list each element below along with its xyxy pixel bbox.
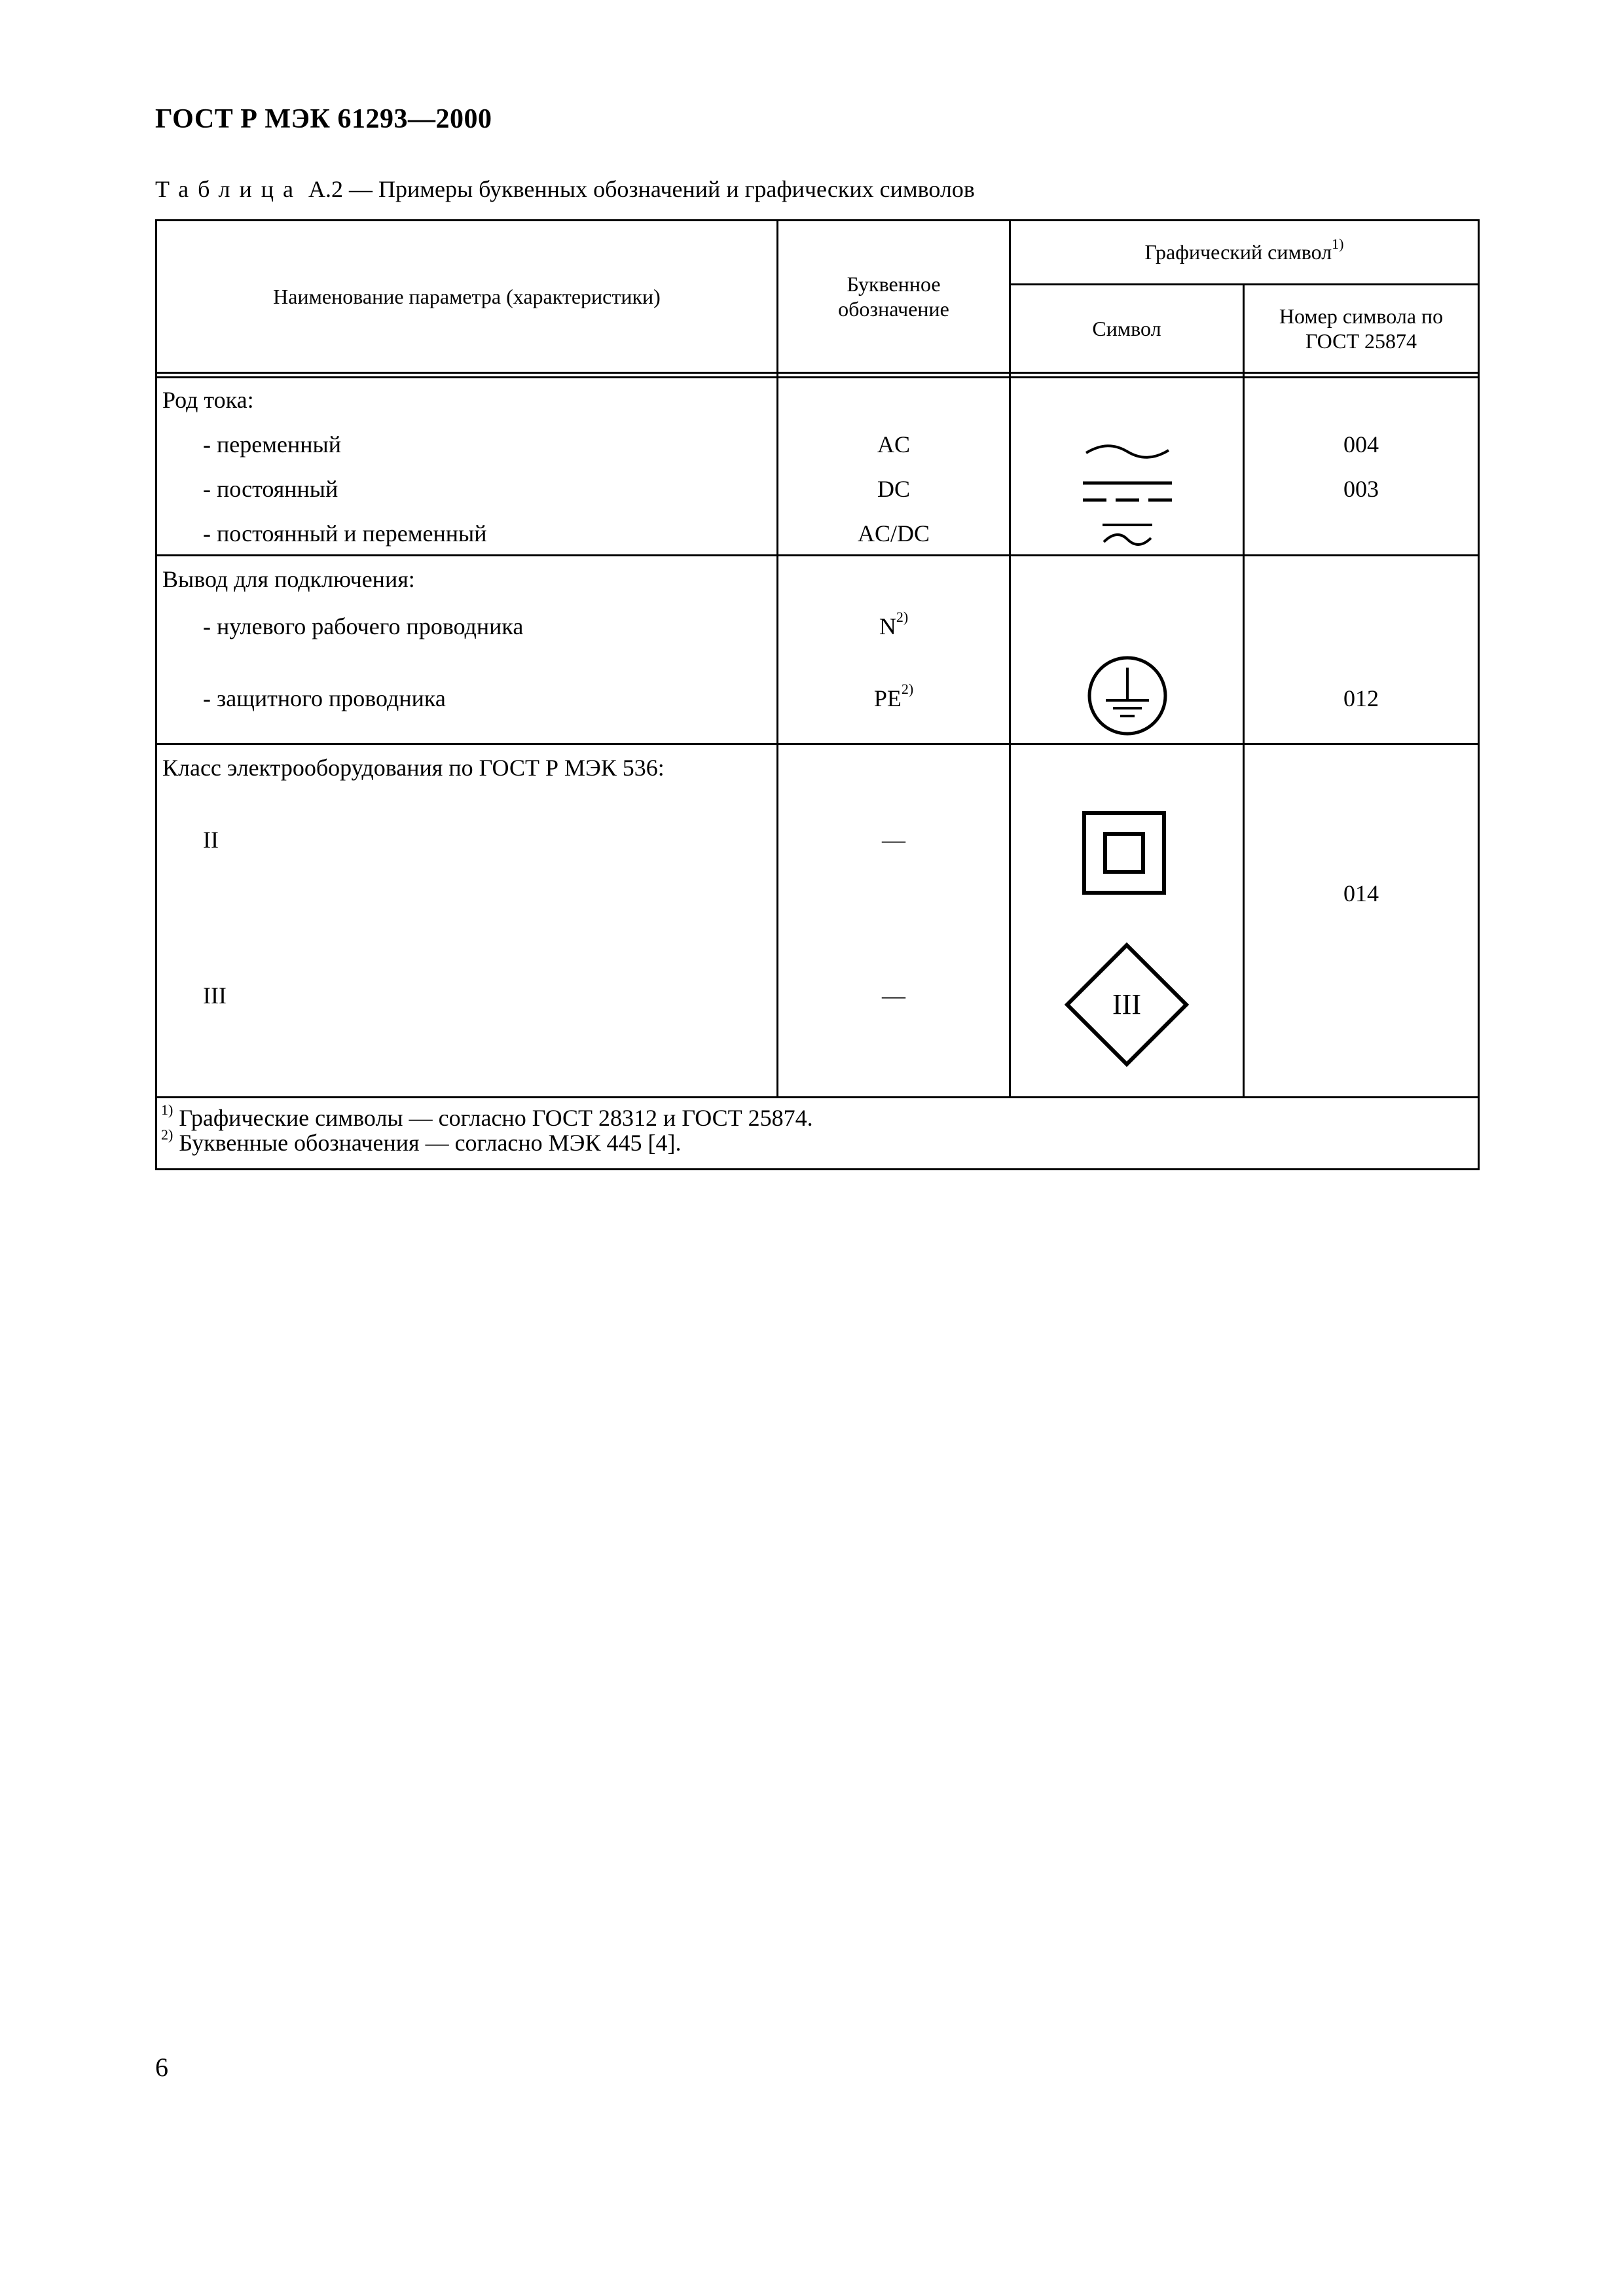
ac-dc-icon bbox=[1101, 521, 1154, 551]
row-letter: — bbox=[882, 982, 905, 1009]
header-symbol: Символ bbox=[1010, 285, 1244, 373]
footnotes-row bbox=[156, 1098, 1479, 1170]
letter-footnote-mark: 2) bbox=[896, 609, 909, 625]
protective-earth-icon bbox=[1086, 655, 1169, 737]
class-iii-label: III bbox=[1112, 988, 1141, 1020]
header-symbol-number: Номер символа по ГОСТ 25874 bbox=[1244, 285, 1479, 373]
section-current-number-cell bbox=[1244, 378, 1479, 556]
row-number: 004 bbox=[1343, 431, 1379, 457]
section-current-letter-cell bbox=[778, 378, 1010, 556]
header-letter: Буквенное обозначение bbox=[778, 221, 1010, 373]
section-class-letter-cell bbox=[778, 744, 1010, 1098]
row-letter: $N^{2)}$ bbox=[879, 609, 909, 639]
header-graphic: Графический символ$^{1)}$ bbox=[1010, 221, 1479, 285]
row-name: - постоянный bbox=[203, 476, 338, 502]
ac-wave-icon bbox=[1085, 439, 1170, 465]
document-header: ГОСТ Р МЭК 61293—2000 bbox=[155, 104, 492, 134]
row-name: - нулевого рабочего проводника bbox=[203, 613, 524, 639]
class-ii-icon bbox=[1082, 810, 1167, 895]
section-current-symbol-cell bbox=[1010, 378, 1244, 556]
row-number: 012 bbox=[1343, 685, 1379, 711]
class-iii-icon bbox=[1063, 941, 1190, 1068]
caption-text: А.2 — Примеры буквенных обозначений и графических символов bbox=[308, 176, 975, 202]
table-row bbox=[156, 556, 1479, 744]
section-title: Род тока: bbox=[162, 387, 254, 413]
row-name: - защитного проводника bbox=[203, 685, 446, 711]
header-name: Наименование параметра (характеристики) bbox=[156, 221, 778, 373]
row-letter: AC bbox=[877, 431, 910, 457]
table-row bbox=[156, 378, 1479, 556]
footnotes-cell bbox=[156, 1098, 1479, 1170]
section-class-number-cell bbox=[1244, 744, 1479, 1098]
dc-icon bbox=[1082, 476, 1173, 509]
section-terminal-name-cell bbox=[156, 556, 778, 744]
row-letter: — bbox=[882, 827, 905, 853]
row-letter: PE$^{2)}$ bbox=[873, 681, 914, 711]
row-name: - постоянный и переменный bbox=[203, 520, 487, 547]
table-row bbox=[156, 744, 1479, 1098]
row-letter: DC bbox=[877, 476, 910, 502]
section-class-name-cell bbox=[156, 744, 778, 1098]
footnote: $^{1)}$ Графические символы — согласно ГОСТ 28312 и ГОСТ 25874. bbox=[161, 1102, 813, 1131]
symbols-table bbox=[155, 219, 1480, 1170]
caption-prefix: Таблица bbox=[155, 176, 302, 202]
footnote: $^{2)}$ Буквенные обозначения — согласно МЭК 445 [4]. bbox=[161, 1126, 682, 1156]
section-terminal-symbol-cell bbox=[1010, 556, 1244, 744]
section-title: Класс электрооборудования по ГОСТ Р МЭК 536: bbox=[162, 755, 665, 781]
section-current-name-cell bbox=[156, 378, 778, 556]
section-terminal-number-cell bbox=[1244, 556, 1479, 744]
section-title: Вывод для подключения: bbox=[162, 566, 415, 592]
row-number: 003 bbox=[1343, 476, 1379, 502]
row-name: III bbox=[203, 982, 227, 1009]
section-terminal-letter-cell bbox=[778, 556, 1010, 744]
header-graphic-sup: 1) bbox=[1332, 236, 1344, 253]
letter-footnote-mark: 2) bbox=[901, 681, 914, 697]
row-name: II bbox=[203, 827, 219, 853]
row-letter: AC/DC bbox=[857, 520, 930, 547]
page-number: 6 bbox=[155, 2053, 168, 2082]
row-name: - переменный bbox=[203, 431, 341, 457]
table-caption bbox=[155, 175, 975, 203]
row-number: 014 bbox=[1343, 880, 1379, 906]
section-class-symbol-cell bbox=[1010, 744, 1244, 1098]
